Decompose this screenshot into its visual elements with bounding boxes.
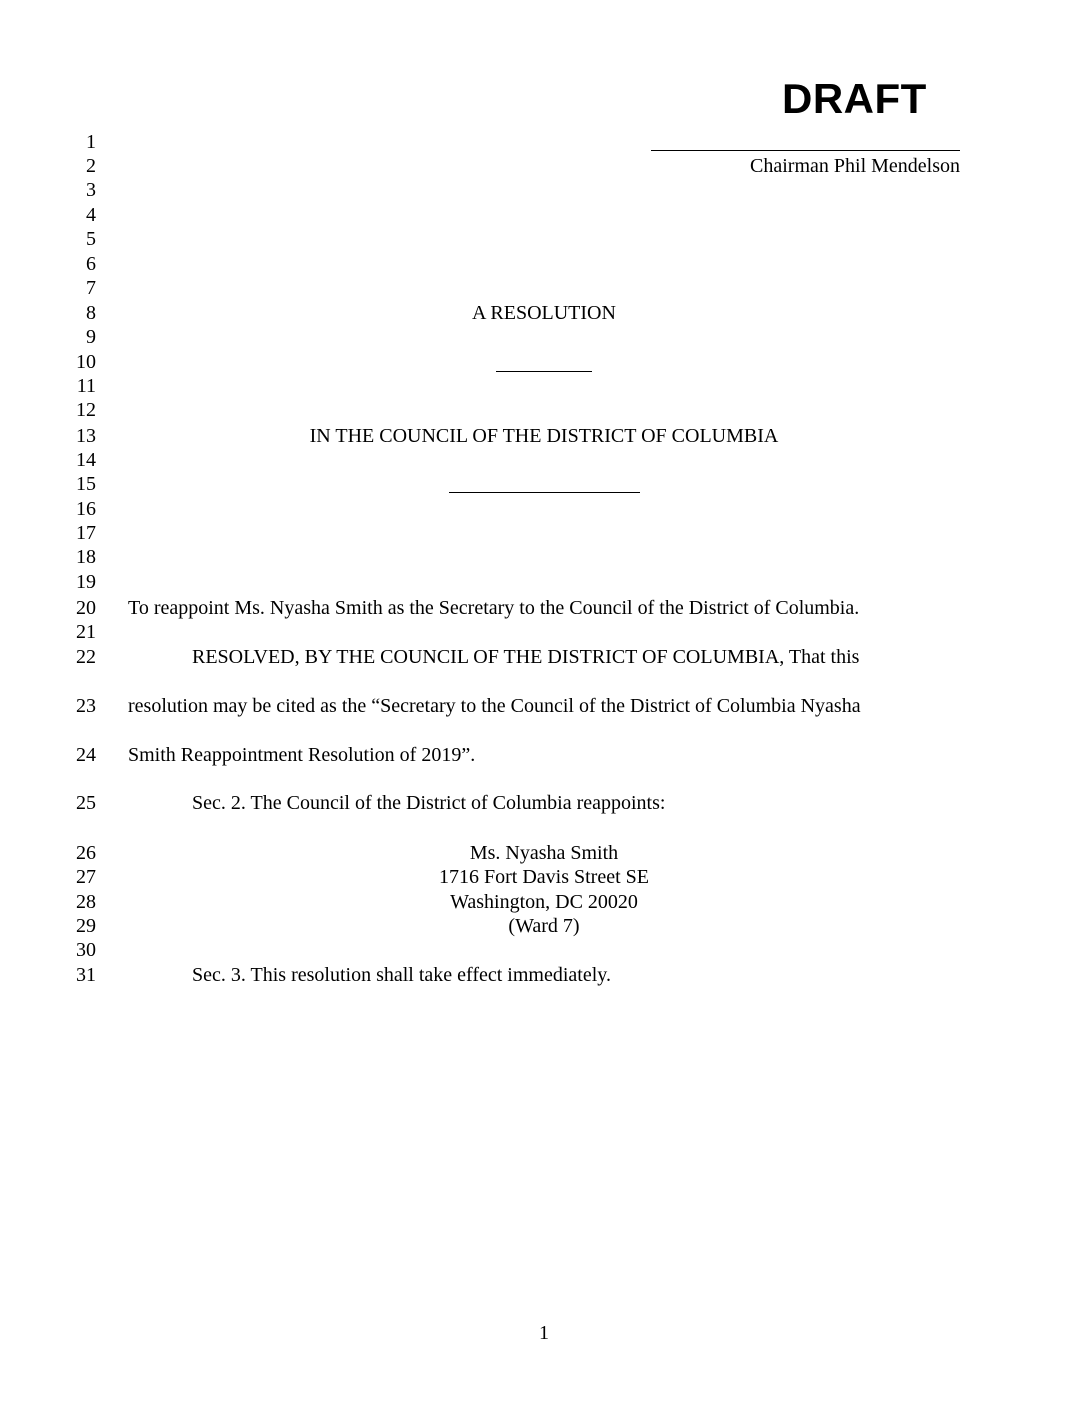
line-number: 24 — [76, 744, 96, 766]
line-number: 14 — [76, 449, 96, 471]
line-number: 23 — [76, 695, 96, 717]
line-number: 7 — [86, 277, 96, 299]
line-number: 25 — [76, 792, 96, 814]
date-blank — [449, 492, 640, 493]
line-number: 28 — [76, 891, 96, 913]
appointee-city: Washington, DC 20020 — [450, 891, 638, 913]
appointee-street: 1716 Fort Davis Street SE — [439, 866, 649, 888]
line-number: 2 — [86, 155, 96, 177]
resolution-number-blank — [496, 371, 592, 372]
line-number: 26 — [76, 842, 96, 864]
line-number: 4 — [86, 204, 96, 226]
line-number: 10 — [76, 351, 96, 373]
draft-watermark: DRAFT — [782, 75, 927, 122]
sponsor-name: Chairman Phil Mendelson — [750, 155, 960, 177]
resolved-clause-line-3: Smith Reappointment Resolution of 2019”. — [128, 744, 476, 766]
line-number: 17 — [76, 522, 96, 544]
line-number: 20 — [76, 597, 96, 619]
resolution-heading: A RESOLUTION — [472, 302, 616, 324]
appointee-ward: (Ward 7) — [508, 915, 580, 937]
line-number: 22 — [76, 646, 96, 668]
line-number: 31 — [76, 964, 96, 986]
line-number: 29 — [76, 915, 96, 937]
line-number: 30 — [76, 939, 96, 961]
long-title: To reappoint Ms. Nyasha Smith as the Secretary to the Council of the District of Columbia. — [128, 597, 860, 619]
line-number: 18 — [76, 546, 96, 568]
line-number: 8 — [86, 302, 96, 324]
line-number: 9 — [86, 326, 96, 348]
resolved-clause-line-1: RESOLVED, BY THE COUNCIL OF THE DISTRICT OF COLUMBIA, That this — [192, 646, 860, 668]
line-number: 3 — [86, 179, 96, 201]
council-heading: IN THE COUNCIL OF THE DISTRICT OF COLUMBIA — [309, 425, 779, 447]
line-number: 16 — [76, 498, 96, 520]
line-number: 15 — [76, 473, 96, 495]
section-2: Sec. 2. The Council of the District of Columbia reappoints: — [192, 792, 666, 814]
page-number: 1 — [539, 1322, 549, 1344]
line-number: 5 — [86, 228, 96, 250]
line-number: 27 — [76, 866, 96, 888]
signature-line — [651, 150, 960, 151]
line-number: 12 — [76, 399, 96, 421]
appointee-name: Ms. Nyasha Smith — [469, 842, 619, 864]
line-number: 1 — [86, 131, 96, 153]
line-number: 21 — [76, 621, 96, 643]
line-number: 13 — [76, 425, 96, 447]
section-3: Sec. 3. This resolution shall take effect immediately. — [192, 964, 611, 986]
line-number: 11 — [76, 375, 96, 397]
line-number: 19 — [76, 571, 96, 593]
line-number: 6 — [86, 253, 96, 275]
resolved-clause-line-2: resolution may be cited as the “Secretary to the Council of the District of Columbia Nyasha — [128, 695, 861, 717]
